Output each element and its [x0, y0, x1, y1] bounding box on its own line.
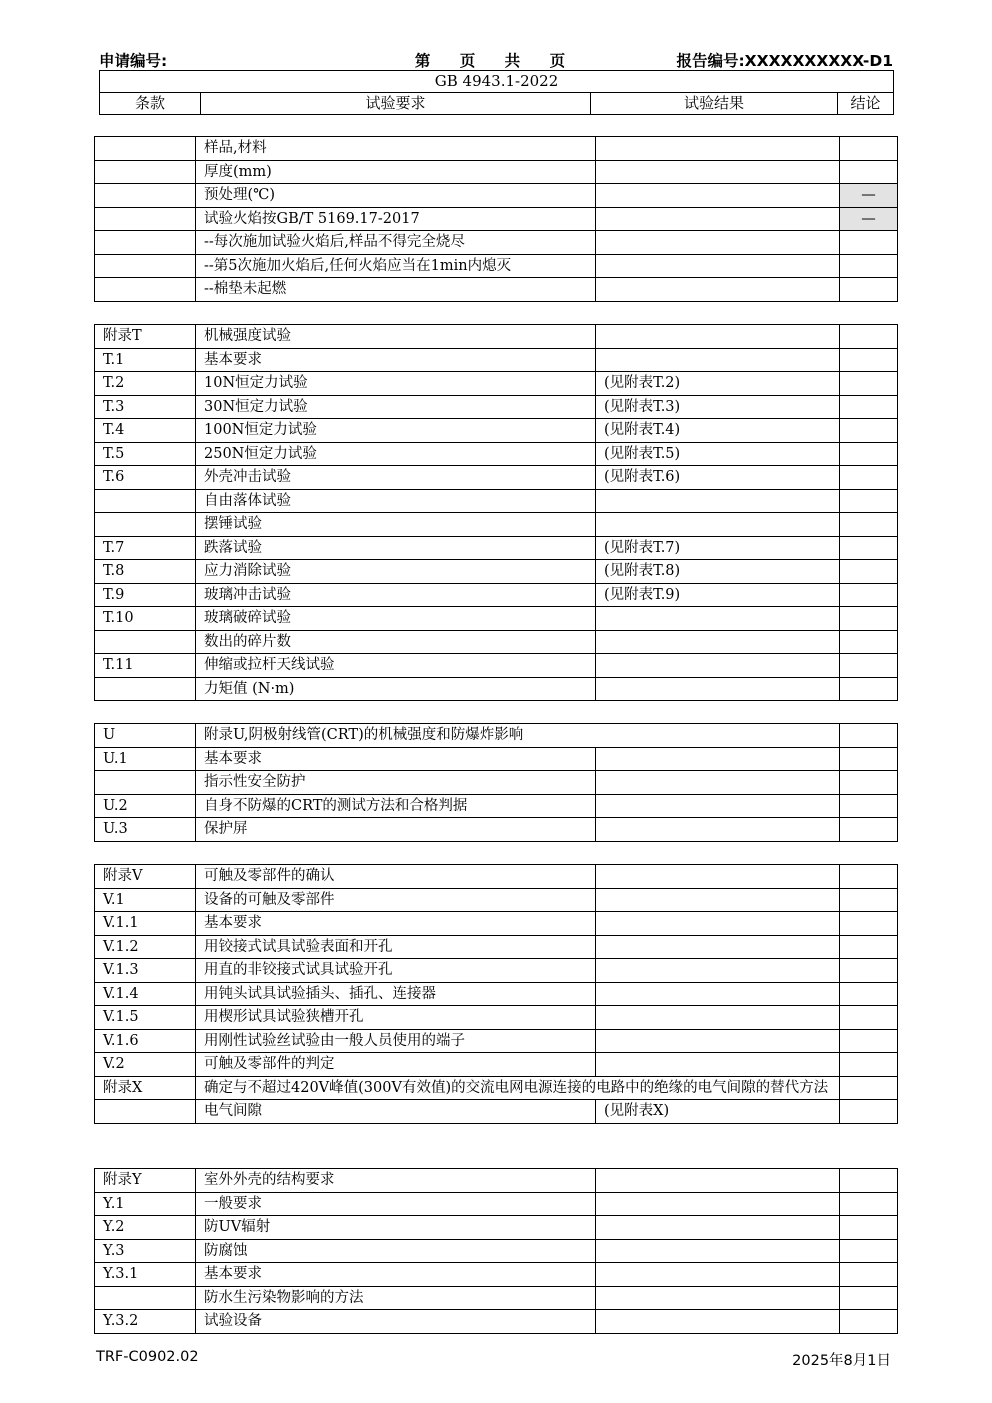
verdict-cell — [840, 888, 898, 912]
verdict-cell — [840, 254, 898, 278]
clause-cell: 附录T — [95, 325, 196, 349]
verdict-cell — [840, 1169, 898, 1193]
table-row — [95, 419, 898, 443]
table-row — [95, 865, 898, 889]
verdict-cell — [840, 1100, 898, 1124]
table-row — [95, 513, 898, 537]
requirement-cell: 室外外壳的结构要求 — [196, 1169, 596, 1193]
result-cell: (见附表T.7) — [596, 536, 840, 560]
verdict-cell — [840, 1310, 898, 1334]
requirement-cell: 一般要求 — [196, 1192, 596, 1216]
standard-number: GB 4943.1-2022 — [100, 71, 894, 93]
table-row — [95, 677, 898, 701]
verdict-cell — [840, 959, 898, 983]
result-cell — [596, 888, 840, 912]
table-row — [95, 1192, 898, 1216]
clause-cell: T.2 — [95, 372, 196, 396]
verdict-cell — [840, 583, 898, 607]
clause-cell — [95, 630, 196, 654]
requirement-cell: 自身不防爆的CRT的测试方法和合格判据 — [196, 794, 596, 818]
requirement-cell: 机械强度试验 — [196, 325, 596, 349]
report-number: 报告编号:XXXXXXXXXX-D1 — [676, 52, 893, 70]
verdict-cell — [840, 395, 898, 419]
result-cell — [596, 912, 840, 936]
table-row — [95, 794, 898, 818]
table-row — [95, 1310, 898, 1334]
verdict-cell — [840, 372, 898, 396]
requirement-cell: 设备的可触及零部件 — [196, 888, 596, 912]
clause-cell — [95, 771, 196, 795]
requirement-cell: 10N恒定力试验 — [196, 372, 596, 396]
result-cell — [596, 982, 840, 1006]
requirement-cell: 样品,材料 — [196, 137, 596, 161]
table-row — [95, 184, 898, 208]
result-cell — [596, 1216, 840, 1240]
table-row — [95, 1216, 898, 1240]
requirement-cell: 保护屏 — [196, 818, 596, 842]
result-cell — [596, 207, 840, 231]
clause-cell: U.2 — [95, 794, 196, 818]
verdict-cell — [840, 231, 898, 255]
result-cell — [596, 959, 840, 983]
requirement-cell: 用刚性试验丝试验由一般人员使用的端子 — [196, 1029, 596, 1053]
clause-cell: T.3 — [95, 395, 196, 419]
requirement-cell: 自由落体试验 — [196, 489, 596, 513]
clause-cell — [95, 489, 196, 513]
requirement-cell: 可触及零部件的判定 — [196, 1053, 596, 1077]
verdict-cell — [840, 442, 898, 466]
section-table — [94, 324, 898, 701]
requirement-cell: 数出的碎片数 — [196, 630, 596, 654]
clause-cell: T.11 — [95, 654, 196, 678]
section-table — [94, 1168, 898, 1334]
result-cell — [596, 231, 840, 255]
page-info: 第 页 共 页 — [414, 52, 578, 70]
clause-cell: T.7 — [95, 536, 196, 560]
clause-cell: V.1.1 — [95, 912, 196, 936]
requirement-cell: 基本要求 — [196, 348, 596, 372]
result-cell — [596, 630, 840, 654]
table-row — [95, 982, 898, 1006]
result-cell — [596, 1029, 840, 1053]
result-cell — [596, 1192, 840, 1216]
requirement-cell: 防UV辐射 — [196, 1216, 596, 1240]
verdict-cell — [840, 935, 898, 959]
requirement-cell: 用直的非铰接式试具试验开孔 — [196, 959, 596, 983]
requirement-cell: 确定与不超过420V峰值(300V有效值)的交流电网电源连接的电路中的绝缘的电气间隙的替代方法 — [196, 1076, 840, 1100]
result-cell — [596, 184, 840, 208]
result-cell — [596, 137, 840, 161]
result-cell: (见附表T.5) — [596, 442, 840, 466]
verdict-cell — [840, 1239, 898, 1263]
result-cell — [596, 348, 840, 372]
verdict-cell — [840, 912, 898, 936]
verdict-cell — [840, 724, 898, 748]
form-number: TRF-C0902.02 — [96, 1349, 199, 1365]
table-row — [95, 1029, 898, 1053]
clause-cell — [95, 207, 196, 231]
verdict-cell — [840, 278, 898, 302]
requirement-cell: 厚度(mm) — [196, 160, 596, 184]
table-row — [95, 325, 898, 349]
clause-cell: T.4 — [95, 419, 196, 443]
requirement-cell: 30N恒定力试验 — [196, 395, 596, 419]
verdict-cell — [840, 865, 898, 889]
column-header-clause: 条款 — [100, 93, 201, 115]
clause-cell: V.1.5 — [95, 1006, 196, 1030]
clause-cell — [95, 278, 196, 302]
table-row — [95, 466, 898, 490]
result-cell: (见附表X) — [596, 1100, 840, 1124]
verdict-cell — [840, 137, 898, 161]
result-cell — [596, 1263, 840, 1287]
clause-cell: Y.3.1 — [95, 1263, 196, 1287]
requirement-cell: 玻璃破碎试验 — [196, 607, 596, 631]
clause-cell: V.1.4 — [95, 982, 196, 1006]
result-cell — [596, 654, 840, 678]
clause-cell: V.1.6 — [95, 1029, 196, 1053]
result-cell — [596, 747, 840, 771]
clause-cell: T.9 — [95, 583, 196, 607]
section-table — [94, 136, 898, 302]
table-row — [95, 935, 898, 959]
clause-cell: T.1 — [95, 348, 196, 372]
column-header-verdict: 结论 — [838, 93, 894, 115]
requirement-cell: 附录U,阴极射线管(CRT)的机械强度和防爆炸影响 — [196, 724, 840, 748]
requirement-cell: 用钝头试具试验插头、插孔、连接器 — [196, 982, 596, 1006]
requirement-cell: 基本要求 — [196, 912, 596, 936]
section-table — [94, 864, 898, 1124]
clause-cell — [95, 231, 196, 255]
requirement-cell: 可触及零部件的确认 — [196, 865, 596, 889]
requirement-cell: 250N恒定力试验 — [196, 442, 596, 466]
requirement-cell: 指示性安全防护 — [196, 771, 596, 795]
table-row — [95, 1263, 898, 1287]
clause-cell — [95, 513, 196, 537]
clause-cell: V.1.2 — [95, 935, 196, 959]
requirement-cell: 防腐蚀 — [196, 1239, 596, 1263]
verdict-cell — [840, 560, 898, 584]
result-cell — [596, 935, 840, 959]
result-cell — [596, 607, 840, 631]
verdict-cell — [840, 160, 898, 184]
requirement-cell: --第5次施加火焰后,任何火焰应当在1min内熄灭 — [196, 254, 596, 278]
verdict-cell — [840, 607, 898, 631]
table-row — [95, 888, 898, 912]
clause-cell: Y.2 — [95, 1216, 196, 1240]
result-cell — [596, 1239, 840, 1263]
clause-cell: T.6 — [95, 466, 196, 490]
verdict-cell — [840, 419, 898, 443]
column-header-result: 试验结果 — [591, 93, 838, 115]
clause-cell — [95, 137, 196, 161]
requirement-cell: 用铰接式试具试验表面和开孔 — [196, 935, 596, 959]
table-row — [95, 254, 898, 278]
verdict-cell — [840, 1006, 898, 1030]
table-row — [95, 231, 898, 255]
clause-cell: 附录Y — [95, 1169, 196, 1193]
requirement-cell: 用楔形试具试验狭槽开孔 — [196, 1006, 596, 1030]
table-row — [95, 1286, 898, 1310]
footer-date: 2025年8月1日 — [792, 1353, 891, 1369]
table-row — [95, 747, 898, 771]
section-table — [94, 723, 898, 842]
table-row — [95, 818, 898, 842]
requirement-cell: 跌落试验 — [196, 536, 596, 560]
verdict-cell — [840, 654, 898, 678]
table-row — [95, 348, 898, 372]
clause-cell — [95, 160, 196, 184]
clause-cell — [95, 677, 196, 701]
requirement-cell: --每次施加试验火焰后,样品不得完全烧尽 — [196, 231, 596, 255]
result-cell — [596, 325, 840, 349]
clause-cell: Y.3.2 — [95, 1310, 196, 1334]
table-row — [95, 536, 898, 560]
requirement-cell: 力矩值 (N·m) — [196, 677, 596, 701]
apply-number-label: 申请编号: — [99, 52, 168, 70]
table-row — [95, 137, 898, 161]
requirement-cell: 预处理(℃) — [196, 184, 596, 208]
verdict-cell — [840, 466, 898, 490]
verdict-cell — [840, 1192, 898, 1216]
requirement-cell: 玻璃冲击试验 — [196, 583, 596, 607]
result-cell — [596, 1053, 840, 1077]
requirement-cell: 应力消除试验 — [196, 560, 596, 584]
verdict-cell — [840, 348, 898, 372]
clause-cell: Y.3 — [95, 1239, 196, 1263]
result-cell: (见附表T.9) — [596, 583, 840, 607]
table-row — [95, 583, 898, 607]
requirement-cell: 外壳冲击试验 — [196, 466, 596, 490]
table-row — [95, 207, 898, 231]
result-cell: (见附表T.2) — [596, 372, 840, 396]
clause-cell: T.10 — [95, 607, 196, 631]
table-row — [95, 724, 898, 748]
result-cell — [596, 1006, 840, 1030]
verdict-cell — [840, 1029, 898, 1053]
column-header-requirement: 试验要求 — [201, 93, 591, 115]
requirement-cell: --棉垫未起燃 — [196, 278, 596, 302]
result-cell — [596, 677, 840, 701]
verdict-cell — [840, 325, 898, 349]
verdict-cell — [840, 630, 898, 654]
result-cell — [596, 794, 840, 818]
requirement-cell: 防水生污染物影响的方法 — [196, 1286, 596, 1310]
verdict-cell — [840, 513, 898, 537]
clause-cell: U.3 — [95, 818, 196, 842]
header-table — [99, 70, 894, 115]
verdict-cell — [840, 794, 898, 818]
clause-cell — [95, 1100, 196, 1124]
table-row — [95, 1006, 898, 1030]
result-cell: (见附表T.8) — [596, 560, 840, 584]
clause-cell — [95, 1286, 196, 1310]
requirement-cell: 摆锤试验 — [196, 513, 596, 537]
requirement-cell: 试验设备 — [196, 1310, 596, 1334]
clause-cell: U — [95, 724, 196, 748]
table-row — [95, 1100, 898, 1124]
verdict-cell — [840, 818, 898, 842]
verdict-cell — [840, 536, 898, 560]
table-row — [95, 607, 898, 631]
verdict-cell: — — [840, 184, 898, 208]
verdict-cell — [840, 771, 898, 795]
result-cell — [596, 254, 840, 278]
verdict-cell — [840, 489, 898, 513]
verdict-cell — [840, 677, 898, 701]
table-row — [95, 442, 898, 466]
requirement-cell: 基本要求 — [196, 747, 596, 771]
clause-cell — [95, 254, 196, 278]
table-row — [95, 395, 898, 419]
requirement-cell: 伸缩或拉杆天线试验 — [196, 654, 596, 678]
clause-cell: Y.1 — [95, 1192, 196, 1216]
verdict-cell: — — [840, 207, 898, 231]
table-row — [95, 771, 898, 795]
requirement-cell: 试验火焰按GB/T 5169.17-2017 — [196, 207, 596, 231]
result-cell — [596, 1169, 840, 1193]
result-cell — [596, 771, 840, 795]
page-header — [99, 48, 893, 70]
verdict-cell — [840, 1216, 898, 1240]
table-row — [95, 1239, 898, 1263]
clause-cell: T.8 — [95, 560, 196, 584]
result-cell — [596, 865, 840, 889]
table-row — [95, 560, 898, 584]
clause-cell: U.1 — [95, 747, 196, 771]
verdict-cell — [840, 982, 898, 1006]
result-cell — [596, 160, 840, 184]
table-row — [95, 630, 898, 654]
result-cell — [596, 489, 840, 513]
verdict-cell — [840, 1286, 898, 1310]
table-row — [95, 278, 898, 302]
verdict-cell — [840, 1053, 898, 1077]
table-row — [95, 1053, 898, 1077]
verdict-cell — [840, 747, 898, 771]
table-row — [95, 160, 898, 184]
clause-cell: V.2 — [95, 1053, 196, 1077]
clause-cell: 附录X — [95, 1076, 196, 1100]
table-row — [95, 654, 898, 678]
clause-cell: V.1 — [95, 888, 196, 912]
requirement-cell: 基本要求 — [196, 1263, 596, 1287]
table-row — [95, 959, 898, 983]
result-cell — [596, 1286, 840, 1310]
table-row — [95, 1076, 898, 1100]
result-cell — [596, 1310, 840, 1334]
result-cell: (见附表T.6) — [596, 466, 840, 490]
table-row — [95, 912, 898, 936]
result-cell — [596, 513, 840, 537]
table-row — [95, 489, 898, 513]
result-cell — [596, 818, 840, 842]
result-cell: (见附表T.3) — [596, 395, 840, 419]
verdict-cell — [840, 1076, 898, 1100]
table-row — [95, 1169, 898, 1193]
result-cell: (见附表T.4) — [596, 419, 840, 443]
table-row — [95, 372, 898, 396]
verdict-cell — [840, 1263, 898, 1287]
clause-cell: 附录V — [95, 865, 196, 889]
clause-cell: T.5 — [95, 442, 196, 466]
requirement-cell: 电气间隙 — [196, 1100, 596, 1124]
result-cell — [596, 278, 840, 302]
clause-cell: V.1.3 — [95, 959, 196, 983]
requirement-cell: 100N恒定力试验 — [196, 419, 596, 443]
clause-cell — [95, 184, 196, 208]
